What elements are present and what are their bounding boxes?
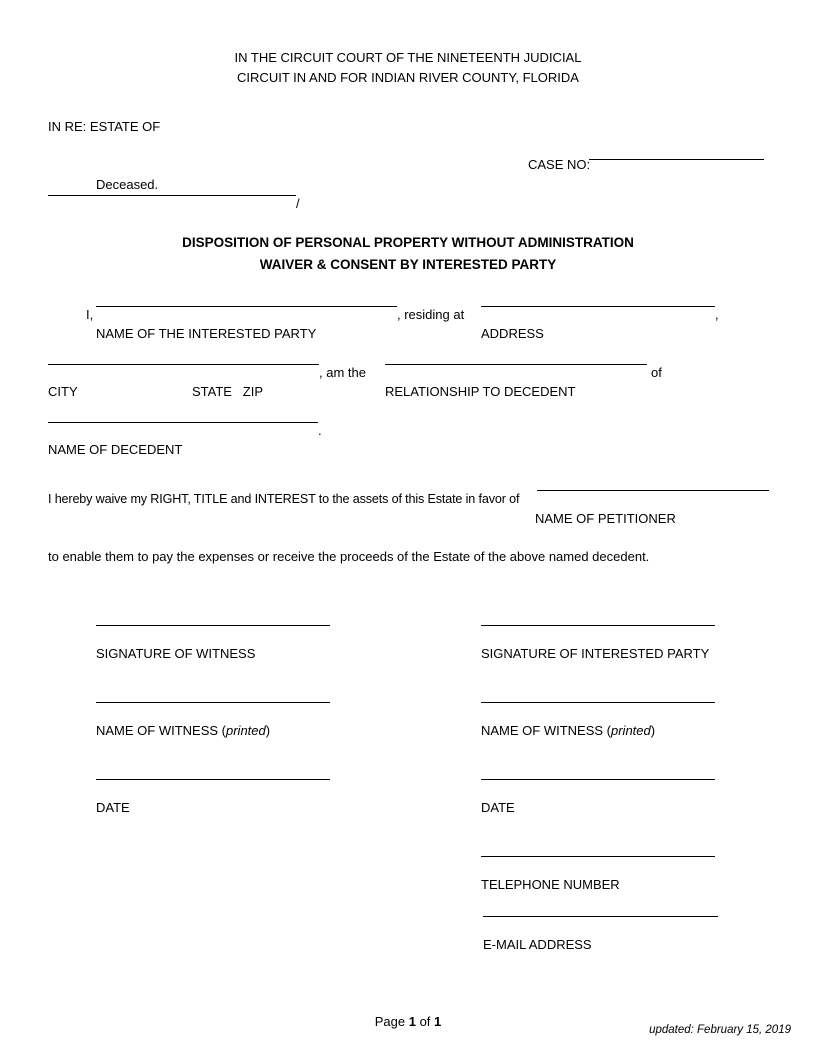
of-label: of (651, 365, 662, 380)
email-field[interactable] (483, 916, 718, 917)
party-printed-name-field[interactable] (481, 702, 715, 703)
label-name-witness-prefix: NAME OF WITNESS ( (481, 723, 611, 738)
deceased-label: Deceased. (96, 177, 159, 192)
decedent-period: . (318, 423, 322, 438)
i-label: I, (86, 307, 94, 322)
address-field[interactable] (481, 306, 715, 307)
page-total: 1 (434, 1014, 442, 1029)
decedent-name-field[interactable] (48, 422, 318, 423)
label-decedent: NAME OF DECEDENT (48, 442, 183, 457)
label-state-zip: STATE ZIP (192, 384, 264, 399)
label-name-party: NAME OF THE INTERESTED PARTY (96, 326, 317, 341)
label-relationship: RELATIONSHIP TO DECEDENT (385, 384, 576, 399)
label-close-paren: ) (650, 723, 656, 738)
enable-statement: to enable them to pay the expenses or receive the proceeds of the Estate of the above named decedent. (48, 549, 650, 564)
label-name-witness-prefix: NAME OF WITNESS ( (96, 723, 226, 738)
label-sig-witness: SIGNATURE OF WITNESS (96, 646, 256, 661)
party-signature-field[interactable] (481, 625, 715, 626)
am-the-label: , am the (319, 365, 366, 380)
telephone-field[interactable] (481, 856, 715, 857)
witness-date-field[interactable] (96, 779, 330, 780)
petitioner-name-field[interactable] (537, 490, 769, 491)
relationship-field[interactable] (385, 364, 647, 365)
caption-slash: / (296, 196, 300, 211)
form-title-line2: WAIVER & CONSENT BY INTERESTED PARTY (259, 257, 557, 272)
in-re-label: IN RE: ESTATE OF (48, 119, 161, 134)
witness-printed-name-field[interactable] (96, 702, 330, 703)
label-date-left: DATE (96, 800, 130, 815)
estate-name-field[interactable] (48, 195, 296, 196)
label-email: E-MAIL ADDRESS (483, 937, 592, 952)
court-heading-line1: IN THE CIRCUIT COURT OF THE NINETEENTH JUDICIAL (234, 50, 582, 65)
form-title-line1: DISPOSITION OF PERSONAL PROPERTY WITHOUT ADMINISTRATION (182, 235, 634, 250)
witness-signature-field[interactable] (96, 625, 330, 626)
label-name-witness-left (96, 723, 270, 739)
label-date-right: DATE (481, 800, 515, 815)
party-date-field[interactable] (481, 779, 715, 780)
city-state-zip-field[interactable] (48, 364, 319, 365)
waiver-statement: I hereby waive my RIGHT, TITLE and INTEREST to the assets of this Estate in favor of (48, 492, 520, 506)
label-close-paren: ) (265, 723, 271, 738)
label-telephone: TELEPHONE NUMBER (481, 877, 620, 892)
label-petitioner: NAME OF PETITIONER (535, 511, 676, 526)
residing-at-label: , residing at (397, 307, 465, 322)
label-name-witness-right (481, 723, 655, 739)
case-no-field[interactable] (589, 159, 764, 160)
page-prefix: Page (374, 1014, 409, 1029)
page-current: 1 (408, 1014, 416, 1029)
updated-date: updated: February 15, 2019 (649, 1024, 791, 1036)
label-address: ADDRESS (481, 326, 544, 341)
case-no-label: CASE NO: (528, 157, 591, 172)
interested-party-name-field[interactable] (96, 306, 397, 307)
label-sig-party: SIGNATURE OF INTERESTED PARTY (481, 646, 710, 661)
court-heading-line2: CIRCUIT IN AND FOR INDIAN RIVER COUNTY, FLORIDA (237, 70, 579, 85)
label-city: CITY (48, 384, 78, 399)
address-comma: , (715, 307, 719, 322)
page-of: of (415, 1014, 435, 1029)
label-printed: printed (226, 723, 266, 738)
label-printed: printed (611, 723, 651, 738)
